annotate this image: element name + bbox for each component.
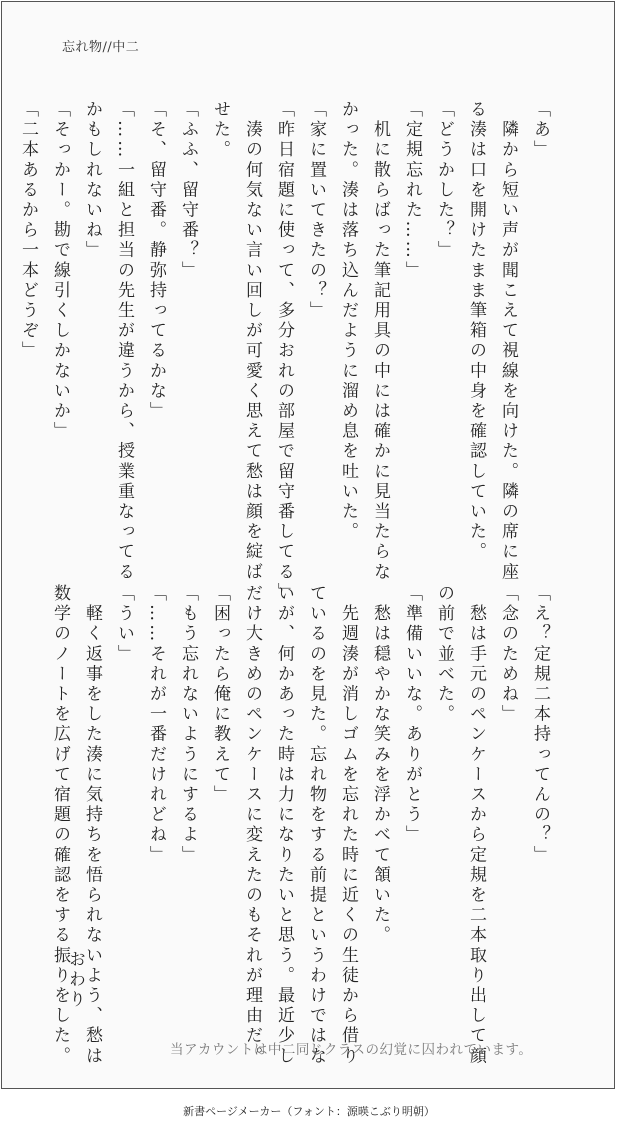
ending-mark: おわり bbox=[65, 950, 85, 1010]
account-notice: 当アカウントは中二同じクラスの幻覚に囚われています。 bbox=[170, 1042, 533, 1058]
story-upper-block: 「あ」 隣から短い声が聞こえて視線を向けた。隣の席に座 る湊は口を開けたまま筆箱の中身を確認していた。 「どうかした？」 「定規忘れた……」 机に散らばった筆記用具の中には確かに見当たらな かった。湊は落ち込んだように溜め息を吐いた。 「家に置いてきたの？」 「昨日宿題に使って、多分おれの部屋で留守番してる」 湊の何気ない言い回しが可愛く思えて愁は顔を綻ば せた。 「ふふ、留守番？」 「そ、留守番。静弥持ってるかな」 「……一組と担当の先生が違うから、授業重なってる かもしれないね」 「そっかー。勘で線引くしかないか」 「二本あるから一本どうぞ」 bbox=[18, 100, 550, 603]
story-lower-block: 「え？定規二本持ってんの？」 「念のためね」 愁は手元のペンケースから定規を二本取り出して顔 の前で並べた。 「準備いいな。ありがとう」 愁は穏やかな笑みを浮かべて頷いた。 先週湊が消しゴムを忘れた時に近くの生徒から借り ているのを見た。忘れ物をする前提というわけではな いが、何かあった時は力になりたいと思う。最近少し だけ大きめのペンケースに変えたのもそれが理由だ。 「困ったら俺に教えて」 「もう忘れないようにするよ」 「……それが一番だけれどね」 「うい」 軽く返事をした湊に気持ちを悟られないよう、愁は 数学のノートを広げて宿題の確認をする振りをした。 bbox=[50, 584, 550, 1067]
page-title: 忘れ物//中二 bbox=[62, 40, 140, 55]
generator-credit: 新書ページメーカー（フォント：源暎こぶり明朝） bbox=[183, 1105, 435, 1118]
manuscript-page bbox=[1, 1, 615, 1089]
